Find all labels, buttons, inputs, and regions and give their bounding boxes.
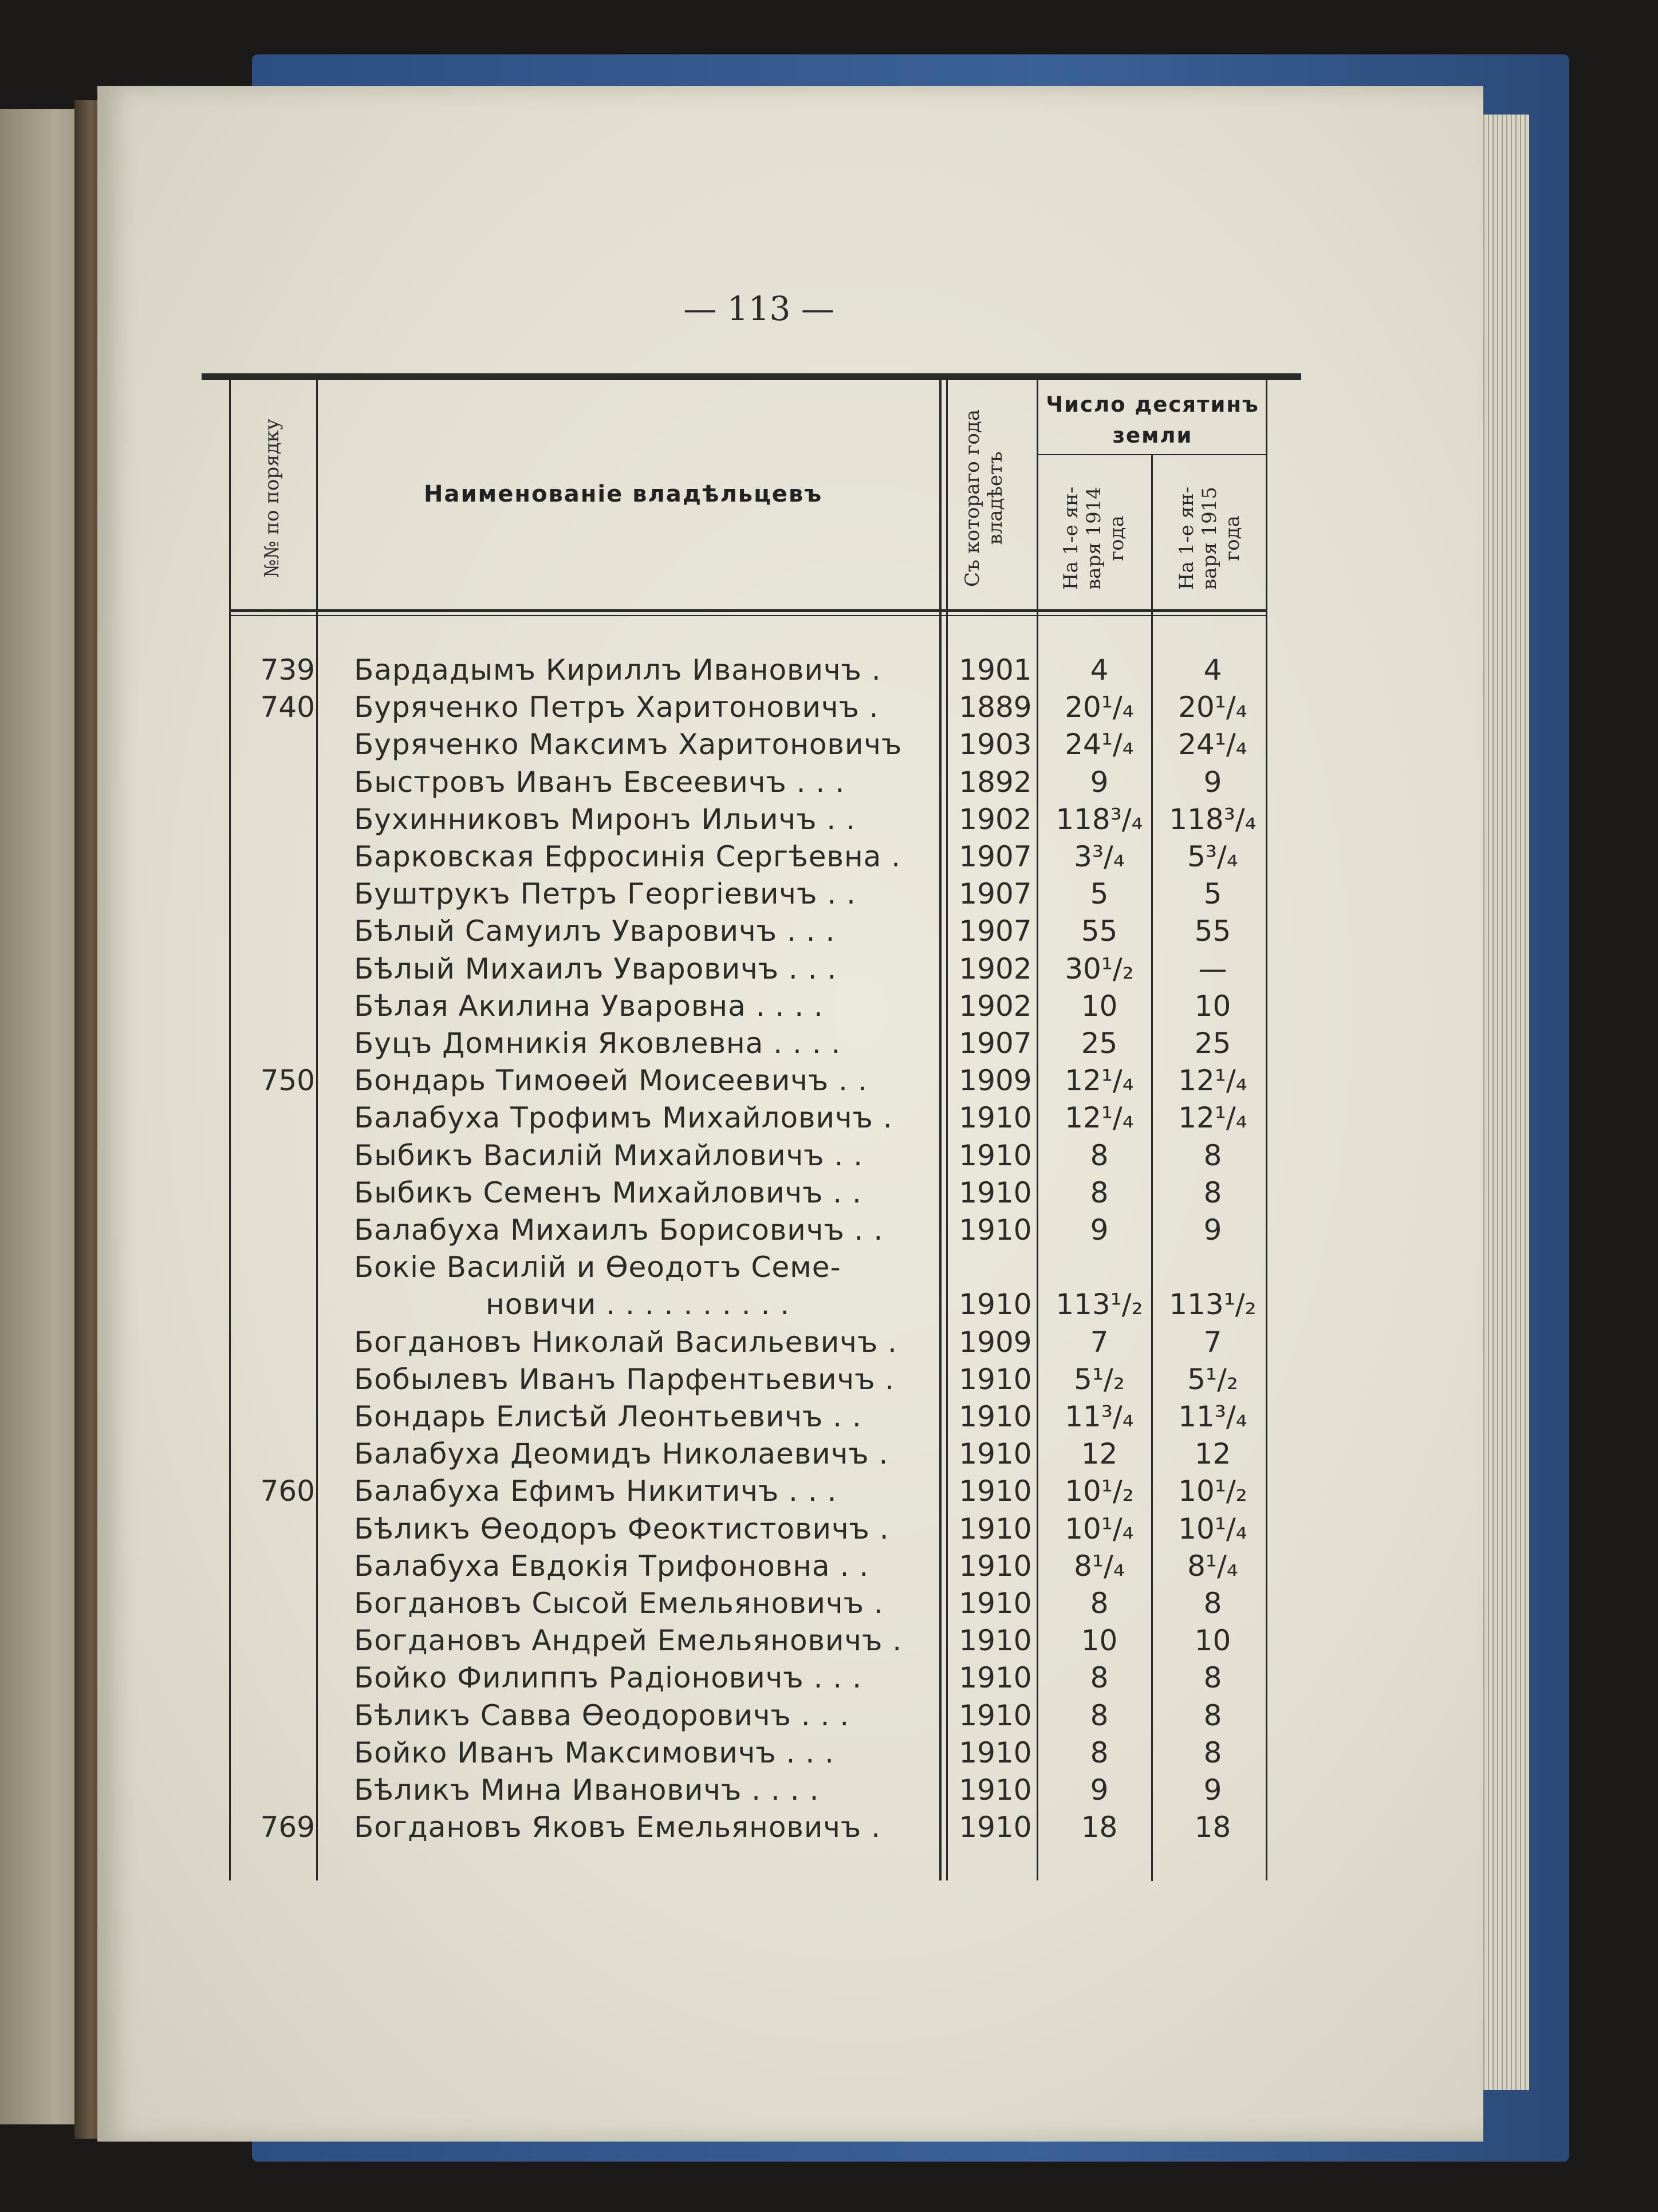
year-since: 1910: [959, 1437, 1032, 1470]
land-1915: 8: [1203, 1176, 1222, 1209]
row-number: [229, 1585, 315, 1622]
land-1914: 7: [1090, 1326, 1109, 1359]
land-1914: 12¹/₄: [1065, 1064, 1134, 1097]
land-1915: 8: [1203, 1736, 1222, 1769]
row-number: [229, 1436, 315, 1472]
land-1914: 55: [1081, 914, 1118, 948]
year-since: 1910: [959, 1699, 1032, 1732]
table-row: [0, 1473, 1658, 1509]
header-num: №№ по порядку: [261, 419, 283, 578]
land-1915: 24¹/₄: [1178, 728, 1247, 761]
owner-name: Балабуха Михаилъ Борисовичъ . .: [354, 1213, 884, 1247]
land-1915: 11³/₄: [1178, 1400, 1247, 1433]
row-number: [229, 988, 315, 1024]
owner-name: Быбикъ Семенъ Михайловичъ . .: [354, 1176, 862, 1209]
land-1914: 12: [1081, 1437, 1118, 1470]
land-1915: 25: [1194, 1027, 1231, 1060]
header-land-group: Число десятинъ земли: [1046, 392, 1259, 448]
year-since: 1910: [959, 1549, 1032, 1583]
table-row: [0, 726, 1658, 763]
row-number: [229, 1099, 315, 1136]
year-since: 1909: [959, 1064, 1032, 1097]
owner-name: Бондарь Елисѣй Леонтьевичъ . .: [354, 1400, 862, 1433]
owner-name: Буряченко Петръ Харитоновичъ .: [354, 691, 879, 724]
table-row: [0, 1659, 1658, 1696]
owner-name: Бойко Филиппъ Радіоновичъ . . .: [354, 1661, 862, 1694]
year-since: 1907: [959, 914, 1032, 948]
land-1914: 5: [1090, 877, 1109, 910]
header-name: Наименованіе владѣльцевъ: [424, 481, 823, 507]
owner-name: Бокіе Василій и Ѳеодотъ Семе-: [354, 1251, 841, 1284]
owner-name: Богдановъ Николай Васильевичъ .: [354, 1326, 897, 1359]
land-1914: 118³/₄: [1056, 803, 1143, 836]
land-1914: 8: [1090, 1176, 1109, 1209]
land-1914: 8: [1090, 1661, 1109, 1694]
year-since: 1910: [959, 1624, 1032, 1657]
table-row: [0, 689, 1658, 725]
table-row: [0, 1137, 1658, 1174]
table-row: [0, 876, 1658, 912]
year-since: 1910: [959, 1773, 1032, 1807]
land-1914: 10: [1081, 1624, 1118, 1657]
year-since: 1910: [959, 1139, 1032, 1172]
land-1914: 8: [1090, 1736, 1109, 1769]
land-1915: 12¹/₄: [1178, 1064, 1247, 1097]
year-since: 1901: [959, 653, 1032, 687]
table-row: [0, 1436, 1658, 1472]
land-1915: 20¹/₄: [1178, 691, 1247, 724]
owner-name: Бухинниковъ Миронъ Ильичъ . .: [354, 803, 856, 836]
row-number: [229, 876, 315, 912]
land-1914: 8: [1090, 1699, 1109, 1732]
row-number: [229, 1212, 315, 1248]
land-1915: 7: [1203, 1326, 1222, 1359]
year-since: 1910: [959, 1474, 1032, 1508]
header-1915: На 1-е ян- варя 1915 года: [1175, 486, 1244, 590]
owner-name: Бобылевъ Иванъ Парфентьевичъ .: [354, 1363, 895, 1396]
owner-name: Бѣлая Акилина Уваровна . . . .: [354, 989, 824, 1023]
land-1914: 10¹/₄: [1065, 1512, 1134, 1545]
land-1915: 5: [1203, 877, 1222, 910]
row-number: [229, 1548, 315, 1584]
land-1914: 4: [1090, 653, 1109, 687]
table-row: [0, 1099, 1658, 1136]
row-number: [229, 1734, 315, 1771]
row-number: [229, 1249, 315, 1286]
year-since: 1907: [959, 1027, 1032, 1060]
land-1914: 113¹/₂: [1056, 1288, 1143, 1321]
table-row: [0, 1548, 1658, 1584]
land-1914: 8: [1090, 1139, 1109, 1172]
land-1915: 8: [1203, 1699, 1222, 1732]
table-row: [0, 1734, 1658, 1771]
owner-name: Бойко Иванъ Максимовичъ . . .: [354, 1736, 834, 1769]
year-since: 1910: [959, 1661, 1032, 1694]
owner-name: Барковская Ефросинія Сергѣевна .: [354, 840, 901, 873]
header-year: Съ котораго года владѣетъ: [961, 409, 1007, 587]
land-1915: 10¹/₄: [1178, 1512, 1247, 1545]
land-1914: 20¹/₄: [1065, 691, 1134, 724]
table-top-rule: [202, 373, 1301, 380]
table-row: [0, 801, 1658, 838]
year-since: 1889: [959, 691, 1032, 724]
owner-name: Бѣлый Михаилъ Уваровичъ . . .: [354, 952, 837, 985]
header-1914: На 1-е ян- варя 1914 года: [1060, 486, 1128, 590]
land-1915: 12¹/₄: [1178, 1101, 1247, 1134]
year-since: 1910: [959, 1811, 1032, 1844]
table-row: [0, 652, 1658, 688]
table-row: [0, 1025, 1658, 1062]
row-number: [229, 1697, 315, 1734]
row-number: [229, 1025, 315, 1062]
table-row: [0, 1212, 1658, 1248]
year-since: 1902: [959, 803, 1032, 836]
owner-name: Балабуха Евдокія Трифоновна . .: [354, 1549, 869, 1583]
land-1914: 24¹/₄: [1065, 728, 1134, 761]
owner-name: Бѣликъ Савва Ѳеодоровичъ . . .: [354, 1699, 850, 1732]
land-1914: 9: [1090, 1213, 1109, 1247]
land-1915: 9: [1203, 1773, 1222, 1807]
land-1914: 25: [1081, 1027, 1118, 1060]
table-row: [0, 1697, 1658, 1734]
row-number: [229, 1659, 315, 1696]
page-number: — 113 —: [683, 289, 834, 328]
owner-name: Богдановъ Андрей Емельяновичъ .: [354, 1624, 903, 1657]
table-row: [0, 1398, 1658, 1435]
owner-name: Балабуха Ефимъ Никитичъ . . .: [354, 1474, 837, 1508]
row-number: [229, 1324, 315, 1361]
owner-name: Буштрукъ Петръ Георгіевичъ . .: [354, 877, 856, 910]
row-number: [229, 1286, 315, 1323]
row-number: 760: [260, 1474, 315, 1508]
row-number: [229, 1361, 315, 1398]
table-row: [0, 988, 1658, 1024]
table-row: [0, 1062, 1658, 1099]
table-row: [0, 1361, 1658, 1398]
row-number: [229, 913, 315, 949]
owner-name: Бардадымъ Кириллъ Ивановичъ .: [354, 653, 881, 687]
year-since: 1910: [959, 1400, 1032, 1433]
land-1914: 10¹/₂: [1065, 1474, 1134, 1508]
year-since: 1910: [959, 1288, 1032, 1321]
land-1915: 8: [1203, 1139, 1222, 1172]
year-since: 1910: [959, 1512, 1032, 1545]
year-since: 1903: [959, 728, 1032, 761]
land-1915: 12: [1194, 1437, 1231, 1470]
owner-name: Бѣликъ Мина Ивановичъ . . . .: [354, 1773, 820, 1807]
table-row: [0, 1174, 1658, 1211]
table-row: [0, 838, 1658, 875]
year-since: 1910: [959, 1363, 1032, 1396]
table-row: [0, 1622, 1658, 1659]
row-number: [229, 1137, 315, 1174]
year-since: [955, 1249, 1035, 1286]
row-number: [229, 1511, 315, 1547]
row-number: 740: [260, 691, 315, 724]
table-row: [0, 764, 1658, 801]
row-number: [229, 726, 315, 763]
land-1915: 9: [1203, 766, 1222, 799]
table-row: [0, 1286, 1658, 1323]
land-1915: 4: [1203, 653, 1222, 687]
year-since: 1910: [959, 1213, 1032, 1247]
table-row: [0, 1324, 1658, 1361]
year-since: 1907: [959, 840, 1032, 873]
row-number: [229, 801, 315, 838]
owner-name: Богдановъ Сысой Емельяновичъ .: [354, 1587, 884, 1620]
land-1914: 10: [1081, 989, 1118, 1023]
row-number: [229, 1174, 315, 1211]
year-since: 1902: [959, 952, 1032, 985]
land-1915: 10: [1194, 1624, 1231, 1657]
year-since: 1910: [959, 1736, 1032, 1769]
land-1914: 3³/₄: [1074, 840, 1125, 873]
row-number: [229, 1622, 315, 1659]
year-since: 1910: [959, 1101, 1032, 1134]
year-since: 1909: [959, 1326, 1032, 1359]
year-since: 1910: [959, 1176, 1032, 1209]
land-1914: 12¹/₄: [1065, 1101, 1134, 1134]
land-1915: [1160, 1249, 1266, 1286]
owner-name: Балабуха Деомидъ Николаевичъ .: [354, 1437, 889, 1470]
owner-name: Богдановъ Яковъ Емельяновичъ .: [354, 1811, 881, 1844]
table-row: [0, 1772, 1658, 1808]
row-number: [229, 764, 315, 801]
owner-name: Быбикъ Василій Михайловичъ . .: [354, 1139, 864, 1172]
owner-name: Бѣлый Самуилъ Уваровичъ . . .: [354, 914, 836, 948]
land-1915: 118³/₄: [1169, 803, 1257, 836]
land-1914: 9: [1090, 766, 1109, 799]
land-1915: 9: [1203, 1213, 1222, 1247]
row-number: [229, 1398, 315, 1435]
row-number: 739: [260, 653, 315, 687]
row-number: 750: [260, 1064, 315, 1097]
year-since: 1910: [959, 1587, 1032, 1620]
land-1915: —: [1198, 952, 1227, 985]
owner-name: Бондарь Тимоѳей Моисеевичъ . .: [354, 1064, 868, 1097]
land-1915: 5¹/₂: [1187, 1363, 1238, 1396]
year-since: 1902: [959, 989, 1032, 1023]
row-number: [229, 838, 315, 875]
owner-name: Бѣликъ Ѳеодоръ Феоктистовичъ .: [354, 1512, 889, 1545]
land-1914: 9: [1090, 1773, 1109, 1807]
land-1915: 8¹/₄: [1187, 1549, 1238, 1583]
row-number: [229, 1772, 315, 1808]
land-1915: 5³/₄: [1187, 840, 1238, 873]
row-number: 769: [260, 1811, 315, 1844]
land-1914: [1049, 1249, 1149, 1286]
owner-name: Буряченко Максимъ Харитоновичъ: [354, 728, 903, 761]
land-1914: 18: [1081, 1811, 1118, 1844]
land-1915: 10: [1194, 989, 1231, 1023]
land-1914: 8¹/₄: [1074, 1549, 1125, 1583]
land-1915: 10¹/₂: [1178, 1474, 1247, 1508]
table-row: [0, 1585, 1658, 1622]
land-1914: 30¹/₂: [1065, 952, 1134, 985]
land-1914: 8: [1090, 1587, 1109, 1620]
table-row: [0, 1249, 1658, 1286]
table-row: [0, 1809, 1658, 1846]
year-since: 1892: [959, 766, 1032, 799]
year-since: 1907: [959, 877, 1032, 910]
owner-name: Буцъ Домникія Яковлевна . . . .: [354, 1027, 841, 1060]
land-1915: 18: [1194, 1811, 1231, 1844]
land-1915: 8: [1203, 1587, 1222, 1620]
land-1915: 55: [1194, 914, 1231, 948]
table-row: [0, 951, 1658, 987]
land-1914: 5¹/₂: [1074, 1363, 1125, 1396]
table-row: [0, 913, 1658, 949]
owner-name: Быстровъ Иванъ Евсеевичъ . . .: [354, 766, 845, 799]
owner-name: новичи . . . . . . . . . .: [486, 1288, 790, 1321]
land-1914: 11³/₄: [1065, 1400, 1134, 1433]
land-1915: 113¹/₂: [1169, 1288, 1257, 1321]
row-number: [229, 951, 315, 987]
table-row: [0, 1511, 1658, 1547]
owner-name: Балабуха Трофимъ Михайловичъ .: [354, 1101, 893, 1134]
land-1915: 8: [1203, 1661, 1222, 1694]
